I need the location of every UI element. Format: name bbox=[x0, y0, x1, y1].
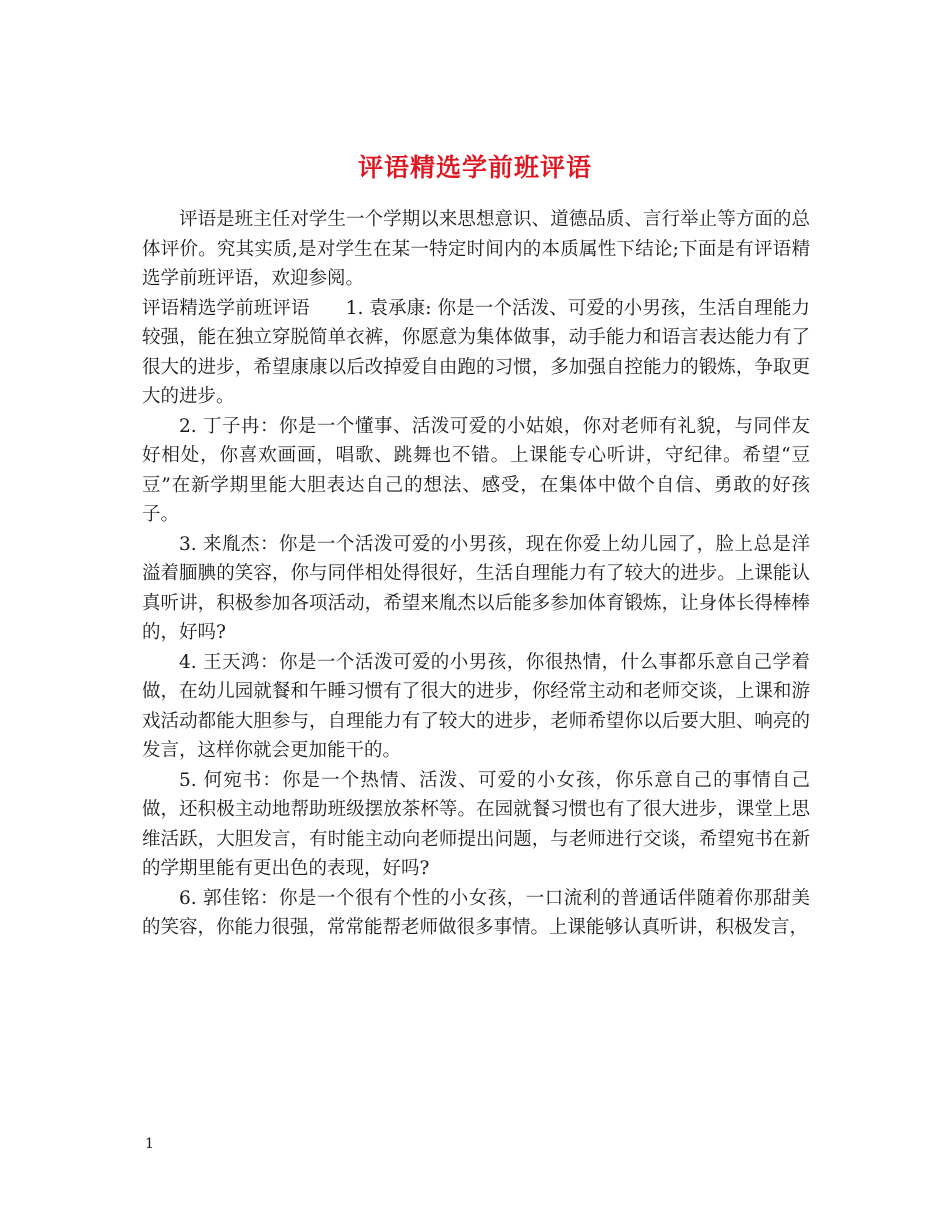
document-body bbox=[142, 205, 810, 943]
document-title: 评语精选学前班评语 bbox=[357, 152, 592, 182]
comment-paragraph-4: 4. 王天鸿：你是一个活泼可爱的小男孩，你很热情，什么事都乐意自己学着做，在幼儿园就餐和午睡习惯有了很大的进步，你经常主动和老师交谈，上课和游戏活动都能大胆参与，自理能力有了较大的进步，老师希望你以后要大胆、响亮的发言，这样你就会更加能干的。 bbox=[142, 651, 810, 761]
comment-paragraph-2: 2. 丁子冉：你是一个懂事、活泼可爱的小姑娘，你对老师有礼貌，与同伴友好相处，你喜欢画画，唱歌、跳舞也不错。上课能专心听讲，守纪律。希望“豆豆”在新学期里能大胆表达自己的想法、感受，在集体中做个自信、勇敢的好孩子。 bbox=[142, 415, 810, 525]
page-number: 1 bbox=[145, 1136, 154, 1152]
comment-text-1: 1. 袁承康: 你是一个活泼、可爱的小男孩，生活自理能力较强，能在独立穿脱简单衣裤，你愿意为集体做事，动手能力和语言表达能力有了很大的进步，希望康康以后改掉爱自由跑的习惯，多加强自控能力的锻炼，争取更大的进步。 bbox=[142, 297, 810, 407]
comment-paragraph-5: 5. 何宛书：你是一个热情、活泼、可爱的小女孩，你乐意自己的事情自己做，还积极主动地帮助班级摆放茶杯等。在园就餐习惯也有了很大进步，课堂上思维活跃，大胆发言，有时能主动向老师提出问题，与老师进行交谈，希望宛书在新的学期里能有更出色的表现，好吗? bbox=[142, 769, 810, 879]
comment-paragraph-1 bbox=[142, 294, 810, 412]
comment-paragraph-6: 6. 郭佳铭：你是一个很有个性的小女孩，一口流利的普通话伴随着你那甜美的笑容，你能力很强，常常能帮老师做很多事情。上课能够认真听讲，积极发言， bbox=[142, 887, 810, 938]
section-heading: 评语精选学前班评语 bbox=[142, 297, 310, 319]
intro-paragraph: 评语是班主任对学生一个学期以来思想意识、道德品质、言行举止等方面的总体评价。究其实质,是对学生在某一特定时间内的本质属性下结论;下面是有评语精选学前班评语，欢迎参阅。 bbox=[142, 209, 810, 289]
comment-paragraph-3: 3. 来胤杰：你是一个活泼可爱的小男孩，现在你爱上幼儿园了，脸上总是洋溢着腼腆的笑容，你与同伴相处得很好，生活自理能力有了较大的进步。上课能认真听讲，积极参加各项活动，希望来胤杰以后能多参加体育锻炼，让身体长得棒棒的，好吗? bbox=[142, 533, 810, 643]
